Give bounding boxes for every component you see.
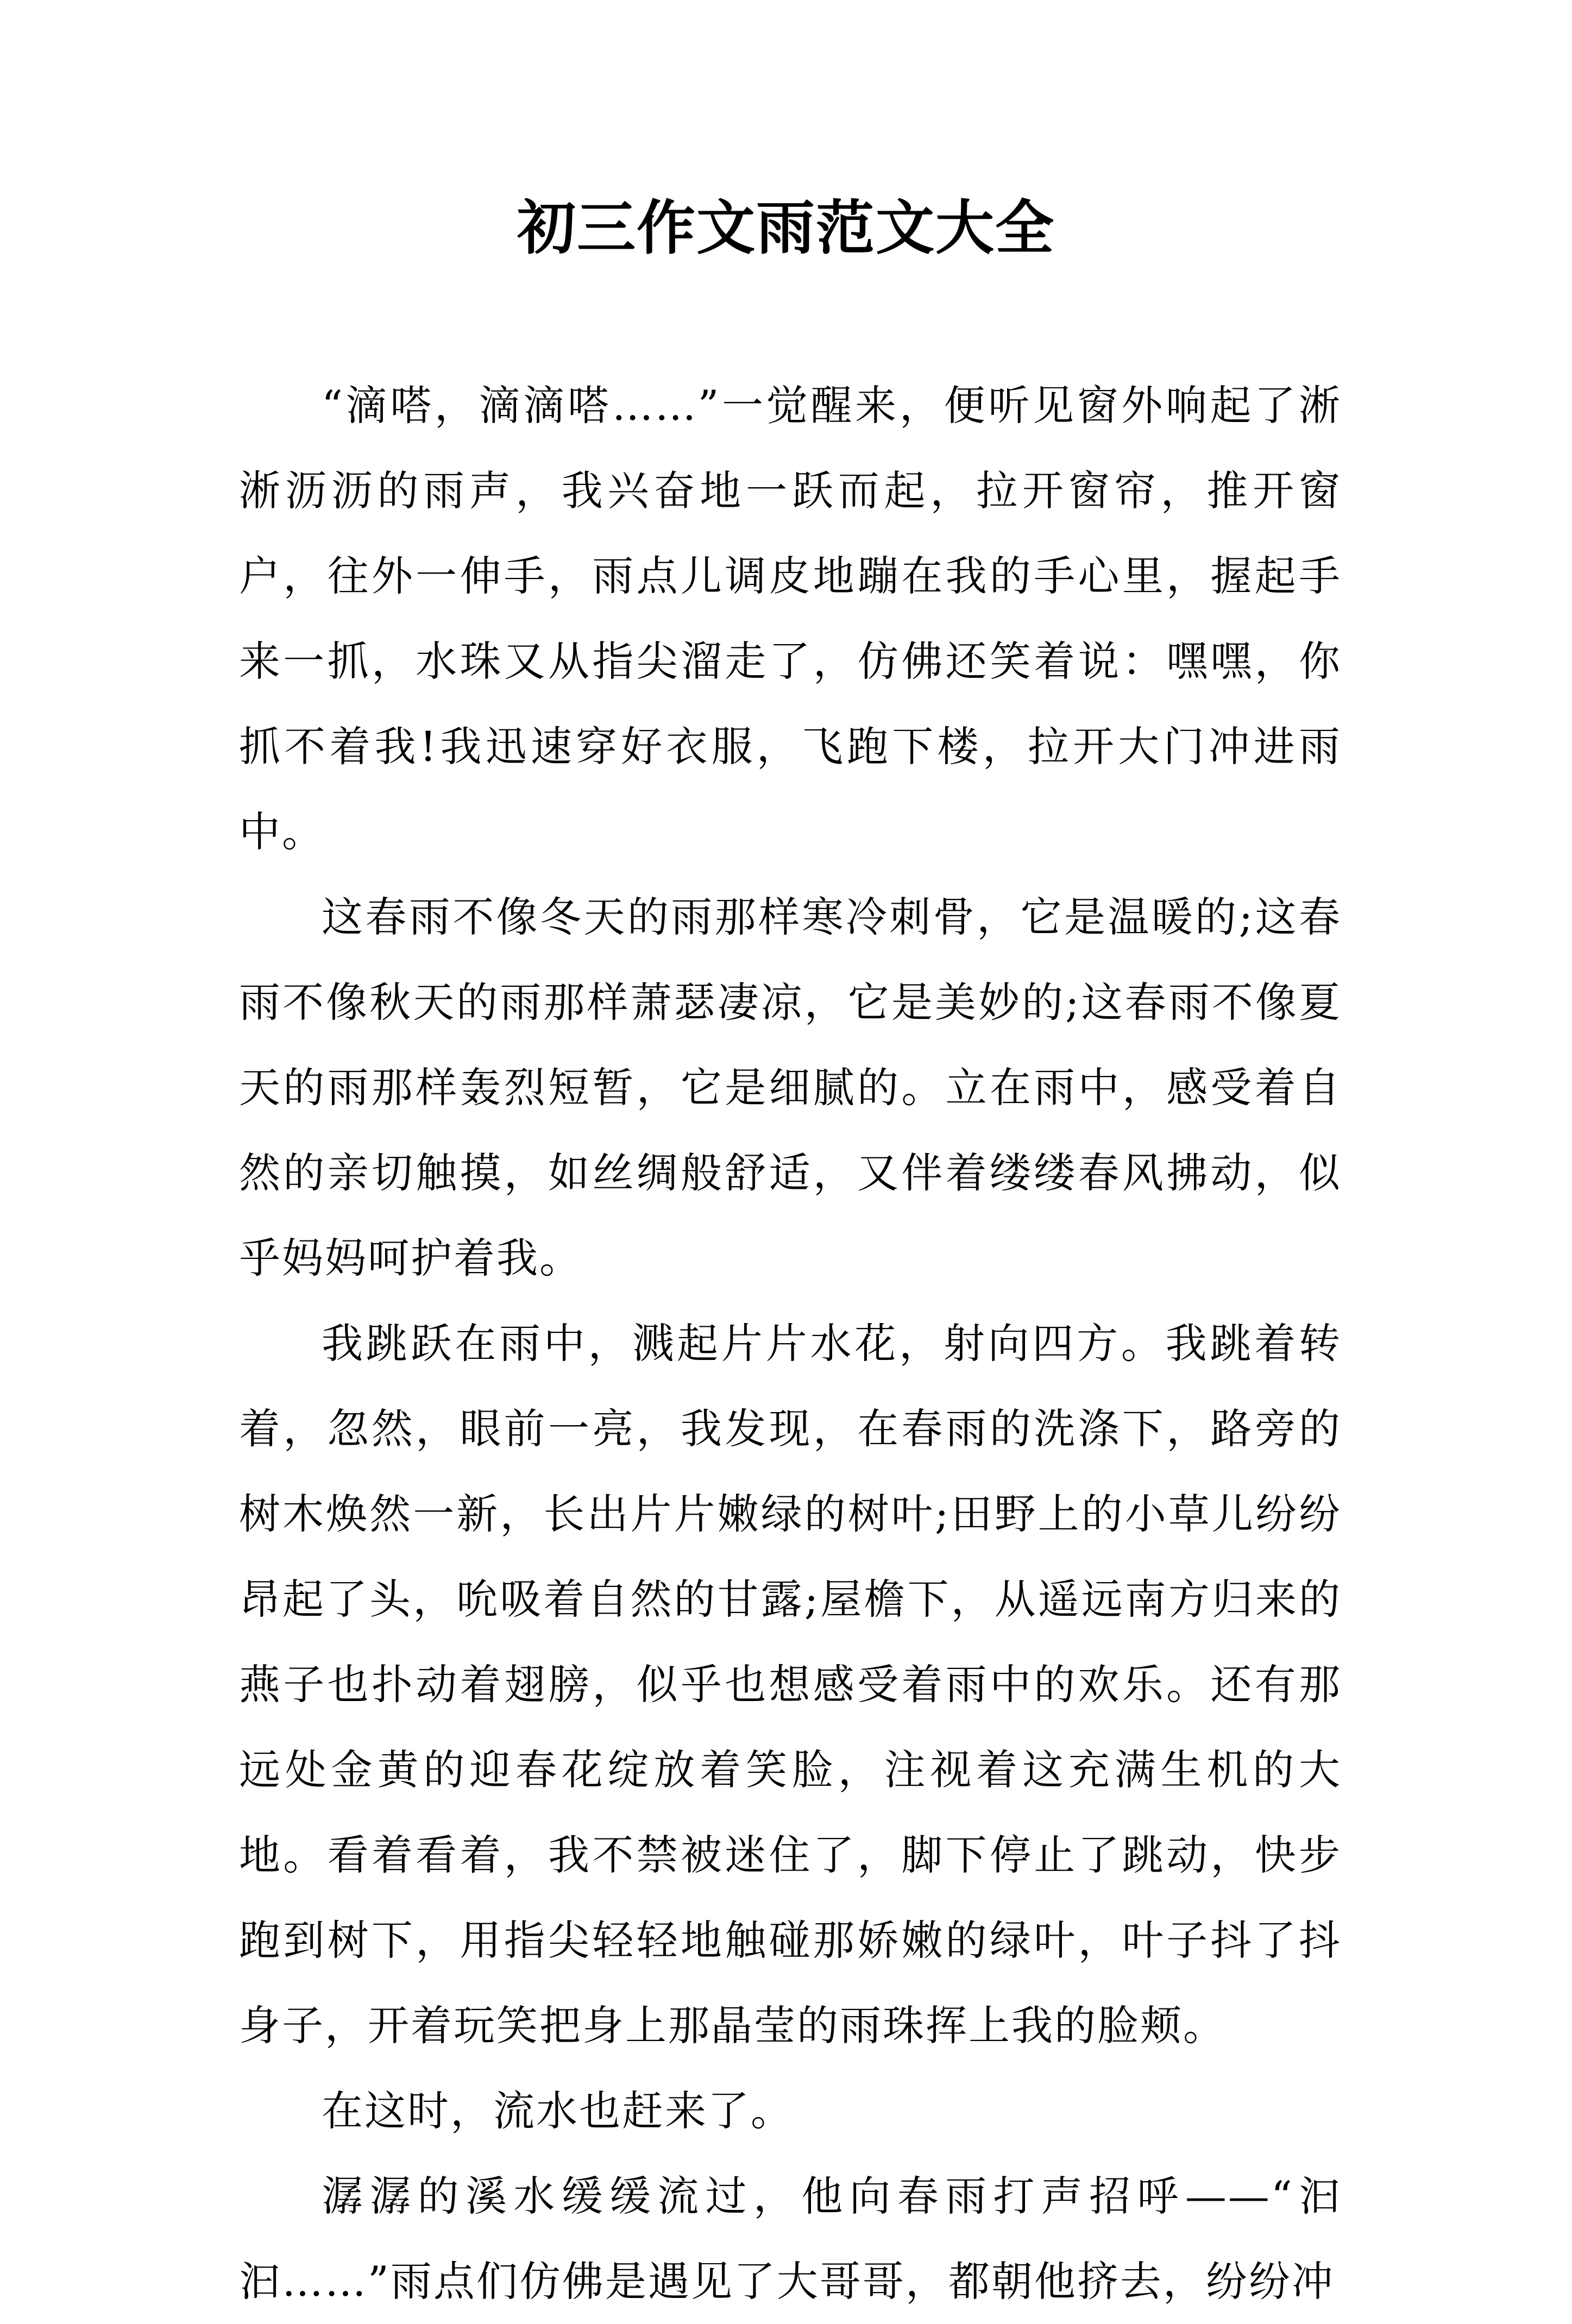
- document-title: 初三作文雨范文大全: [517, 194, 1055, 262]
- paragraph-3: 我跳跃在雨中，溅起片片水花，射向四方。我跳着转着，忽然，眼前一亮，我发现，在春雨的洗涤下，路旁的树木焕然一新，长出片片嫩绿的树叶;田野上的小草儿纷纷昂起了头，吮吸着自然的甘露;屋檐下，从遥远南方归来的燕子也扑动着翅膀，似乎也想感受着雨中的欢乐。还有那远处金黄的迎春花绽放着笑脸，注视着这充满生机的大地。看着看着，我不禁被迷住了，脚下停止了跳动，快步跑到树下，用指尖轻轻地触碰那娇嫩的绿叶，叶子抖了抖身子，开着玩笑把身上那晶莹的雨珠挥上我的脸颊。: [239, 1319, 1342, 2050]
- paragraph-5: 潺潺的溪水缓缓流过，他向春雨打声招呼——“汩汩……”雨点们仿佛是遇见了大哥哥，都朝他挤去，纷纷冲: [239, 2172, 1342, 2306]
- paragraph-1: “滴嗒，滴滴嗒……”一觉醒来，便听见窗外响起了淅淅沥沥的雨声，我兴奋地一跃而起，拉开窗帘，推开窗户，往外一伸手，雨点儿调皮地蹦在我的手心里，握起手来一抓，水珠又从指尖溜走了，仿佛还笑着说：嘿嘿，你抓不着我!我迅速穿好衣服，飞跑下楼，拉开大门冲进雨中。: [239, 381, 1342, 856]
- paragraph-4: 在这时，流水也赶来了。: [322, 2087, 794, 2135]
- paragraph-2: 这春雨不像冬天的雨那样寒冷刺骨，它是温暖的;这春雨不像秋天的雨那样萧瑟凄凉，它是美妙的;这春雨不像夏天的雨那样轰烈短暂，它是细腻的。立在雨中，感受着自然的亲切触摸，如丝绸般舒适，又伴着缕缕春风拂动，似乎妈妈呵护着我。: [239, 893, 1342, 1282]
- document-body: [239, 363, 1342, 2324]
